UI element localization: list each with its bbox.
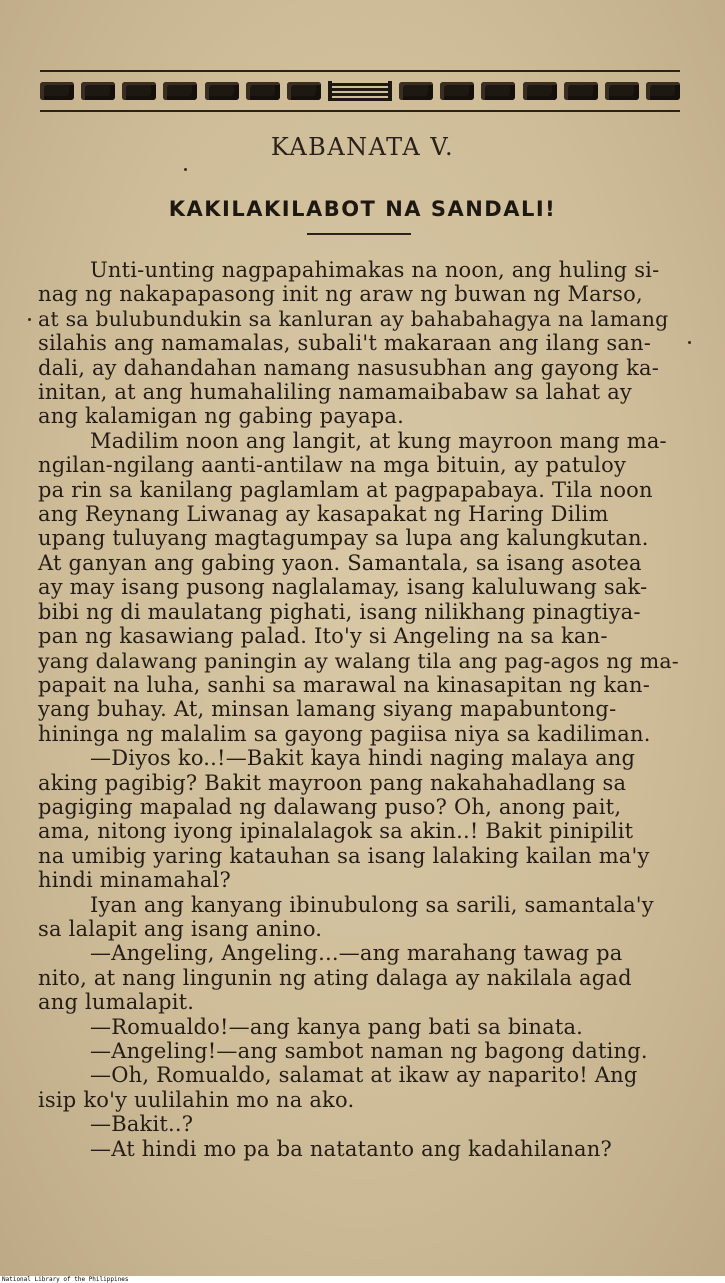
ornament-block (399, 82, 433, 100)
text-line: na umibig yaring katauhan sa isang lalaking kailan ma'y (38, 843, 650, 868)
text-line: ama, nitong iyong ipinalalagok sa akin..! Bakit pinipilit (38, 819, 634, 844)
text-line: ang Reynang Liwanag ay kasapakat ng Haring Dilim (38, 502, 609, 527)
text-line: hindi minamahal? (38, 868, 231, 893)
text-line: yang dalawang paningin ay walang tila ang pag-agos ng ma- (38, 648, 679, 673)
text-line: At ganyan ang gabing yaon. Samantala, sa isang asotea (38, 550, 642, 575)
text-line: Madilim noon ang langit, at kung mayroon mang ma- (90, 428, 667, 453)
body-text (38, 258, 680, 1161)
text-line: upang tuluyang magtagumpay sa lupa ang kalungkutan. (38, 526, 649, 551)
text-line: —Bakit..? (90, 1112, 194, 1137)
text-line: nito, at nang lingunin ng ating dalaga ay nakilala agad (38, 965, 632, 990)
text-line: at sa bulubundukin sa kanluran ay bahabahagya na lamang (38, 306, 669, 331)
text-line: ngilan-ngilang aanti-antilaw na mga bituin, ay patuloy (38, 453, 627, 478)
title-underline (307, 233, 411, 235)
border-top-rule (40, 70, 680, 72)
text-line: pan ng kasawiang palad. Ito'y si Angeling na sa kan- (38, 624, 608, 649)
text-line: nag ng nakapapasong init ng araw ng buwan ng Marso, (38, 282, 643, 307)
text-line: sa lalapit ang isang anino. (38, 916, 323, 941)
ornament-block (81, 82, 115, 100)
text-line: yang buhay. At, minsan lamang siyang mapabuntong- (38, 697, 617, 722)
ornament-block (246, 82, 280, 100)
text-line: hininga ng malalim sa gayong pagiisa niya sa kadiliman. (38, 721, 651, 746)
text-line: papait na luha, sanhi sa marawal na kinasapitan ng kan- (38, 672, 651, 697)
ink-speck (184, 168, 187, 171)
text-line: —Romualdo!—ang kanya pang bati sa binata. (90, 1014, 584, 1039)
text-line: Iyan ang kanyang ibinubulong sa sarili, samantala'y (90, 892, 654, 917)
text-line: Unti-unting nagpapahimakas na noon, ang huling si- (90, 258, 660, 282)
text-line: —Angeling, Angeling...—ang marahang tawag pa (90, 941, 623, 966)
text-line: ay may isang pusong naglalamay, isang kaluluwang sak- (38, 575, 648, 600)
ornament-block (205, 82, 239, 100)
ornament-block (122, 82, 156, 100)
text-line: pa rin sa kanilang paglamlam at pagpapabaya. Tila noon (38, 477, 653, 502)
ink-speck (28, 318, 31, 321)
ornament-block (40, 82, 74, 100)
text-line: silahis ang namamalas, subali't makaraan ang ilang san- (38, 331, 652, 356)
ornament-block (481, 82, 515, 100)
ornament-block (287, 82, 321, 100)
footer-credit: National Library of the Philippines (0, 1276, 725, 1283)
ornament-block (523, 82, 557, 100)
ornament-block (440, 82, 474, 100)
text-line: aking pagibig? Bakit mayroon pang nakahahadlang sa (38, 770, 627, 795)
ornamental-border (40, 70, 680, 112)
ornament-block (163, 82, 197, 100)
ornament-center (328, 81, 392, 101)
text-line: —Oh, Romualdo, salamat at ikaw ay naparito! Ang (90, 1063, 638, 1088)
chapter-title: KAKILAKILABOT NA SANDALI! (168, 197, 557, 221)
text-line: —At hindi mo pa ba natatanto ang kadahilanan? (90, 1136, 612, 1161)
text-line: ang lumalapit. (38, 990, 195, 1015)
ornament-block (605, 82, 639, 100)
text-line: initan, at ang humahaliling namamaibabaw sa lahat ay (38, 380, 632, 405)
ornament-block (564, 82, 598, 100)
text-line: —Angeling!—ang sambot naman ng bagong dating. (90, 1039, 648, 1063)
chapter-heading: KABANATA V. (270, 133, 455, 161)
text-line: bibi ng di maulatang pighati, isang nilikhang pinagtiya- (38, 599, 641, 624)
ornament-block (646, 82, 680, 100)
ornament-row (40, 80, 680, 102)
text-line: ang kalamigan ng gabing payapa. (38, 404, 405, 429)
text-line: dali, ay dahandahan namang nasusubhan ang gayong ka- (38, 355, 660, 380)
text-line: pagiging mapalad ng dalawang puso? Oh, anong pait, (38, 794, 622, 819)
text-line: isip ko'y uulilahin mo na ako. (38, 1087, 355, 1112)
border-bottom-rule (40, 110, 680, 112)
text-line: —Diyos ko..!—Bakit kaya hindi naging malaya ang (90, 746, 636, 771)
ink-speck (688, 341, 691, 344)
